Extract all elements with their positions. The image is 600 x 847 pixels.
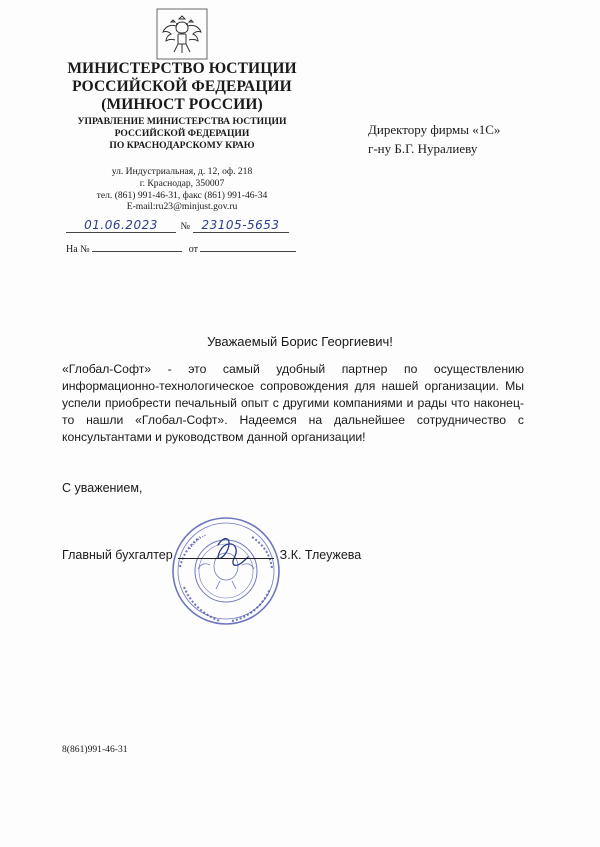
body-paragraph: «Глобал-Софт» - это самый удобный партнер по осуществлению информационно-технологическое сопровождения для нашей организации. Мы успели приобрести печальный опыт с другими компаниями и рады что наконец-то нашли «Глобал-Софт». Надеемся на дальнейшее сотрудничество с консультантами и руководством данной организации! (62, 362, 524, 444)
signatory-position: Главный бухгалтер (62, 548, 173, 562)
ministry-title (50, 60, 314, 114)
address-line: E-mail:ru23@minjust.gov.ru (126, 201, 238, 213)
reference-na-label: На № (66, 244, 90, 255)
ministry-line: (МИНЮСТ РОССИИ) (101, 96, 263, 113)
address-line: г. Краснодар, 350007 (139, 177, 225, 189)
footer-phone: 8(861)991-46-31 (62, 744, 128, 755)
recipient-line: г-ну Б.Г. Нуралиеву (368, 141, 478, 156)
recipient-block (368, 120, 500, 158)
department-line: УПРАВЛЕНИЕ МИНИСТЕРСТВА ЮСТИЦИИ (77, 116, 287, 127)
outgoing-date: 01.06.2023 (66, 218, 176, 233)
signatory-name: З.К. Тлеужева (279, 548, 362, 562)
signature-row (62, 548, 361, 562)
signature-line (178, 558, 274, 559)
department-title (50, 116, 314, 152)
official-seal-stamp (170, 515, 282, 627)
reference-date-blank (200, 251, 296, 252)
address-line: ул. Индустриальная, д. 12, оф. 218 (111, 166, 253, 177)
department-line: ПО КРАСНОДАРСКОМУ КРАЮ (109, 140, 255, 151)
coat-of-arms-icon (156, 8, 208, 60)
reference-number-blank (92, 251, 182, 252)
letter-closing: С уважением, (62, 481, 143, 495)
letter-body (62, 361, 524, 446)
sender-address (50, 166, 314, 213)
department-line: РОССИЙСКОЙ ФЕДЕРАЦИИ (114, 128, 250, 139)
ministry-line: МИНИСТЕРСТВО ЮСТИЦИИ (67, 60, 297, 77)
address-line: тел. (861) 991-46-31, факс (861) 991-46-34 (96, 189, 268, 201)
outgoing-number: 23105-5653 (193, 218, 289, 233)
reference-row (66, 244, 296, 255)
reference-ot-label: от (188, 244, 198, 255)
outgoing-reg-row (66, 218, 289, 233)
recipient-line: Директору фирмы «1С» (368, 122, 501, 137)
letter-greeting: Уважаемый Борис Георгиевич! (207, 334, 393, 349)
number-sign: № (180, 221, 191, 232)
ministry-line: РОССИЙСКОЙ ФЕДЕРАЦИИ (72, 78, 292, 95)
